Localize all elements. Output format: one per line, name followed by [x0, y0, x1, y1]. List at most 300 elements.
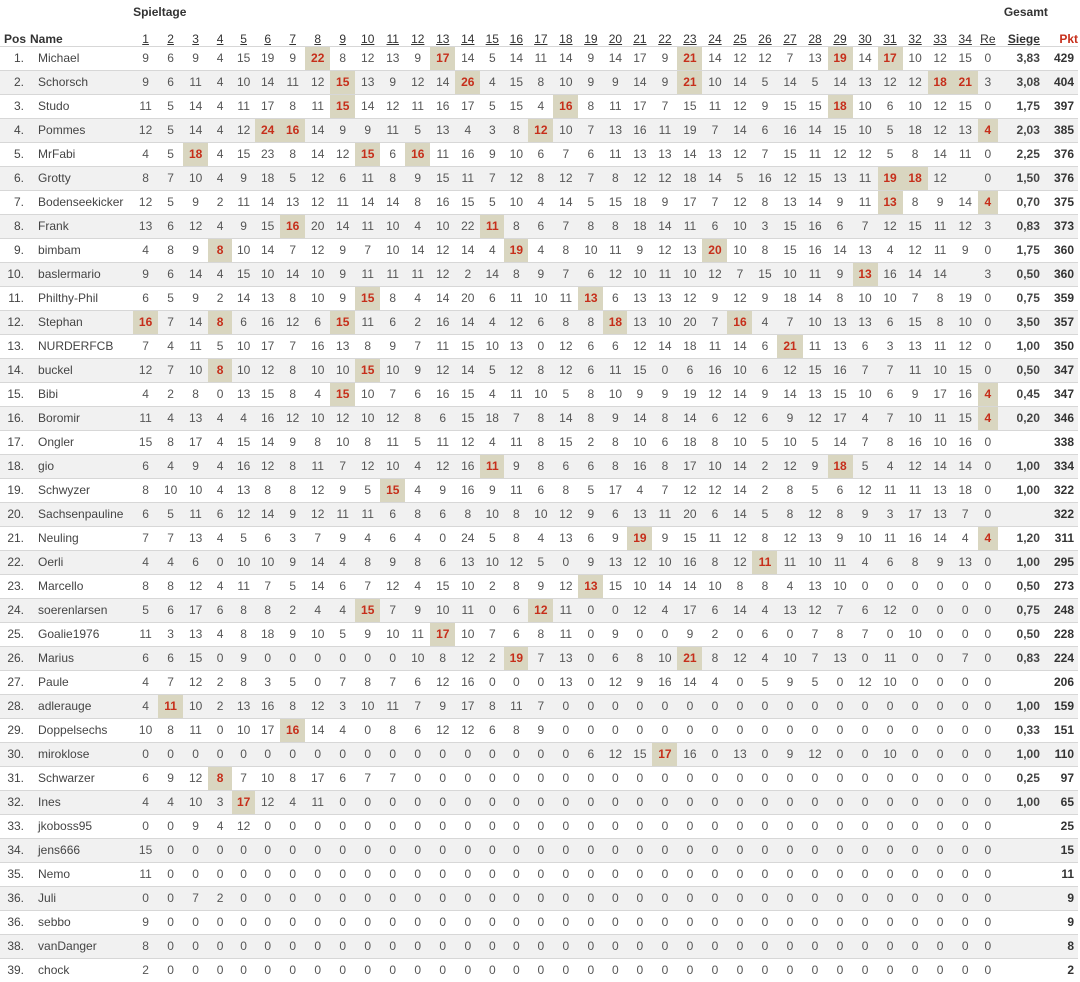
matchday-score: 4 [133, 550, 158, 574]
matchday-score: 0 [480, 766, 504, 790]
matchday-score: 10 [355, 694, 380, 718]
matchday-score: 4 [208, 406, 232, 430]
player-name[interactable]: Paule [30, 670, 133, 694]
matchday-header-34[interactable]: 34 [958, 31, 972, 46]
matchday-score: 8 [158, 430, 183, 454]
wins-cell: 2,03 [998, 118, 1043, 142]
matchday-score: 14 [627, 70, 652, 94]
matchday-score: 6 [828, 214, 853, 238]
matchday-top-score: 11 [158, 694, 183, 718]
player-name[interactable]: buckel [30, 358, 133, 382]
matchday-score: 9 [828, 190, 853, 214]
matchday-score: 9 [430, 478, 455, 502]
matchday-score: 18 [255, 622, 280, 646]
matchday-score: 14 [702, 46, 727, 70]
matchday-score: 12 [280, 310, 305, 334]
matchday-score: 10 [504, 142, 528, 166]
matchday-score: 13 [803, 526, 828, 550]
matchday-score: 8 [232, 670, 255, 694]
matchday-score: 13 [553, 526, 578, 550]
matchday-score: 15 [953, 94, 978, 118]
matchday-score: 15 [232, 46, 255, 70]
wins-cell: 1,20 [998, 526, 1043, 550]
matchday-score: 11 [853, 166, 878, 190]
matchday-score: 12 [430, 238, 455, 262]
matchday-score: 9 [652, 190, 677, 214]
player-name[interactable]: jkoboss95 [30, 814, 133, 838]
player-name[interactable]: Goalie1976 [30, 622, 133, 646]
points-cell: 65 [1043, 790, 1078, 814]
matchday-score: 10 [380, 214, 405, 238]
matchday-score: 10 [380, 238, 405, 262]
matchday-score: 11 [305, 790, 330, 814]
matchday-score: 12 [953, 214, 978, 238]
matchday-score: 0 [777, 958, 802, 982]
matchday-score: 13 [828, 310, 853, 334]
matchday-score: 14 [603, 46, 627, 70]
matchday-score: 0 [208, 862, 232, 886]
matchday-score: 4 [752, 598, 777, 622]
matchday-header-18[interactable]: 18 [559, 31, 573, 46]
matchday-score: 16 [455, 454, 480, 478]
matchday-header-25[interactable]: 25 [733, 31, 747, 46]
matchday-header-11[interactable]: 11 [386, 31, 399, 46]
matchday-score: 4 [777, 574, 802, 598]
rank-cell: 39. [0, 958, 30, 982]
matchday-score: 5 [480, 190, 504, 214]
matchday-header-22[interactable]: 22 [658, 31, 672, 46]
points-cell: 338 [1043, 430, 1078, 454]
matchday-score: 11 [652, 262, 677, 286]
matchday-score: 5 [853, 454, 878, 478]
player-name[interactable]: Studo [30, 94, 133, 118]
matchday-score: 12 [627, 166, 652, 190]
rest-cell: 0 [978, 934, 998, 958]
table-row [0, 190, 1078, 214]
matchday-score: 7 [355, 238, 380, 262]
matchday-score: 3 [878, 502, 903, 526]
matchday-score: 6 [528, 310, 553, 334]
matchday-score: 10 [652, 310, 677, 334]
matchday-header-3[interactable]: 3 [192, 31, 199, 46]
player-name[interactable]: vanDanger [30, 934, 133, 958]
matchday-header-27[interactable]: 27 [783, 31, 797, 46]
matchday-score: 0 [652, 694, 677, 718]
matchday-score: 10 [853, 382, 878, 406]
player-name[interactable]: gio [30, 454, 133, 478]
matchday-score: 11 [355, 310, 380, 334]
matchday-score: 4 [878, 454, 903, 478]
matchday-score: 10 [183, 694, 208, 718]
matchday-score: 18 [677, 166, 702, 190]
matchday-score: 10 [553, 70, 578, 94]
wins-column-header[interactable]: Siege [1007, 31, 1040, 46]
matchday-score: 10 [853, 526, 878, 550]
matchday-top-score: 17 [232, 790, 255, 814]
matchday-header-26[interactable]: 26 [758, 31, 772, 46]
matchday-score: 11 [878, 526, 903, 550]
matchday-score: 11 [330, 502, 355, 526]
matchday-score: 10 [803, 550, 828, 574]
player-name[interactable]: Boromir [30, 406, 133, 430]
matchday-score: 0 [803, 886, 828, 910]
table-row [0, 598, 1078, 622]
matchday-score: 6 [133, 454, 158, 478]
matchday-score: 12 [828, 142, 853, 166]
matchday-score: 9 [183, 454, 208, 478]
points-column-header[interactable]: Pkt [1059, 31, 1078, 46]
rest-cell: 3 [978, 262, 998, 286]
matchday-score: 12 [603, 670, 627, 694]
matchday-score: 0 [752, 910, 777, 934]
matchday-score: 0 [280, 814, 305, 838]
matchday-header-1[interactable]: 1 [142, 31, 149, 46]
matchday-score: 13 [183, 406, 208, 430]
matchday-score: 4 [158, 550, 183, 574]
matchday-score: 7 [330, 670, 355, 694]
matchday-score: 0 [355, 958, 380, 982]
matchday-score: 10 [183, 478, 208, 502]
player-name[interactable]: Marcello [30, 574, 133, 598]
matchday-header-21[interactable]: 21 [633, 31, 647, 46]
matchday-header-6[interactable]: 6 [264, 31, 271, 46]
player-name[interactable]: Ines [30, 790, 133, 814]
matchday-score: 8 [903, 550, 928, 574]
matchday-score: 9 [430, 694, 455, 718]
matchday-score: 13 [455, 550, 480, 574]
matchday-score: 0 [405, 838, 430, 862]
matchday-score: 0 [355, 862, 380, 886]
matchday-score: 0 [903, 790, 928, 814]
matchday-score: 12 [330, 142, 355, 166]
matchday-score: 0 [280, 958, 305, 982]
matchday-score: 12 [504, 358, 528, 382]
matchday-score: 5 [158, 142, 183, 166]
matchday-score: 0 [255, 838, 280, 862]
matchday-header-30[interactable]: 30 [858, 31, 872, 46]
matchday-score: 9 [232, 214, 255, 238]
player-name[interactable]: Schorsch [30, 70, 133, 94]
table-row [0, 742, 1078, 766]
matchday-score: 0 [903, 910, 928, 934]
matchday-score: 10 [777, 646, 802, 670]
player-name[interactable]: soerenlarsen [30, 598, 133, 622]
table-row [0, 214, 1078, 238]
matchday-top-score: 17 [878, 46, 903, 70]
matchday-score: 0 [133, 886, 158, 910]
rank-cell: 8. [0, 214, 30, 238]
matchday-header-10[interactable]: 10 [361, 31, 375, 46]
matchday-header-20[interactable]: 20 [608, 31, 623, 46]
player-name[interactable]: Nemo [30, 862, 133, 886]
player-name[interactable]: Michael [30, 46, 133, 70]
matchday-score: 8 [652, 406, 677, 430]
player-name[interactable]: Doppelsechs [30, 718, 133, 742]
matchday-score: 0 [480, 910, 504, 934]
matchday-score: 0 [504, 910, 528, 934]
rank-cell: 15. [0, 382, 30, 406]
matchday-score: 17 [677, 454, 702, 478]
matchday-score: 13 [380, 46, 405, 70]
table-row [0, 790, 1078, 814]
matchday-header-5[interactable]: 5 [240, 31, 247, 46]
matchday-score: 0 [777, 790, 802, 814]
matchday-score: 10 [953, 310, 978, 334]
player-name[interactable]: miroklose [30, 742, 133, 766]
matchday-score: 8 [280, 94, 305, 118]
matchday-score: 12 [255, 358, 280, 382]
player-name[interactable]: Frank [30, 214, 133, 238]
matchday-score: 9 [405, 166, 430, 190]
player-name[interactable]: MrFabi [30, 142, 133, 166]
matchday-score: 14 [953, 190, 978, 214]
matchday-score: 13 [355, 70, 380, 94]
matchday-score: 12 [232, 118, 255, 142]
matchday-score: 4 [480, 310, 504, 334]
matchday-score: 0 [828, 886, 853, 910]
matchday-score: 12 [305, 70, 330, 94]
matchday-score: 7 [878, 358, 903, 382]
player-name[interactable]: jens666 [30, 838, 133, 862]
player-name[interactable]: Marius [30, 646, 133, 670]
matchday-header-24[interactable]: 24 [708, 31, 722, 46]
player-name[interactable]: Bodenseekicker [30, 190, 133, 214]
matchday-score: 11 [133, 622, 158, 646]
matchday-score: 0 [553, 694, 578, 718]
matchday-score: 24 [455, 526, 480, 550]
matchday-score: 9 [752, 94, 777, 118]
matchday-score: 9 [903, 382, 928, 406]
matchday-score: 0 [928, 622, 953, 646]
matchday-score: 15 [677, 94, 702, 118]
matchday-score: 2 [208, 286, 232, 310]
matchday-score: 14 [903, 262, 928, 286]
matchday-score: 0 [953, 790, 978, 814]
matchday-score: 8 [528, 166, 553, 190]
matchday-score: 9 [603, 70, 627, 94]
matchday-top-score: 15 [330, 70, 355, 94]
matchday-score: 4 [208, 478, 232, 502]
matchday-score: 4 [405, 574, 430, 598]
matchday-score: 10 [232, 718, 255, 742]
matchday-header-28[interactable]: 28 [808, 31, 822, 46]
matchday-score: 0 [903, 838, 928, 862]
matchday-header-31[interactable]: 31 [883, 31, 897, 46]
matchday-score: 0 [727, 766, 752, 790]
player-name[interactable]: Juli [30, 886, 133, 910]
matchday-score: 4 [330, 718, 355, 742]
matchday-score: 0 [232, 862, 255, 886]
matchday-score: 13 [553, 646, 578, 670]
points-cell: 151 [1043, 718, 1078, 742]
matchday-score: 0 [878, 886, 903, 910]
player-name[interactable]: Oerli [30, 550, 133, 574]
rest-column-header[interactable]: Re [980, 31, 996, 46]
matchday-header-8[interactable]: 8 [314, 31, 322, 46]
matchday-score: 0 [255, 958, 280, 982]
matchday-score: 9 [158, 766, 183, 790]
matchday-score: 18 [480, 406, 504, 430]
matchday-header-9[interactable]: 9 [339, 31, 347, 46]
matchday-score: 8 [528, 454, 553, 478]
matchday-score: 15 [777, 238, 802, 262]
table-row [0, 574, 1078, 598]
player-name[interactable]: sebbo [30, 910, 133, 934]
matchday-score: 7 [480, 622, 504, 646]
matchday-score: 0 [752, 790, 777, 814]
matchday-score: 0 [528, 910, 553, 934]
matchday-score: 16 [455, 478, 480, 502]
matchday-header-17[interactable]: 17 [534, 31, 548, 46]
matchday-score: 6 [405, 382, 430, 406]
matchday-score: 0 [553, 550, 578, 574]
matchday-score: 0 [603, 934, 627, 958]
matchday-score: 8 [752, 238, 777, 262]
matchday-score: 0 [430, 958, 455, 982]
rank-cell: 38. [0, 934, 30, 958]
matchday-score: 0 [480, 862, 504, 886]
matchday-score: 12 [803, 406, 828, 430]
rest-cell: 4 [978, 190, 998, 214]
wins-cell: 0,83 [998, 646, 1043, 670]
matchday-score: 4 [208, 574, 232, 598]
player-name[interactable]: Bibi [30, 382, 133, 406]
matchday-score: 9 [355, 118, 380, 142]
header-group-row [0, 0, 1078, 23]
matchday-score: 8 [158, 718, 183, 742]
matchday-header-2[interactable]: 2 [167, 31, 174, 46]
wins-cell [998, 430, 1043, 454]
points-cell: 404 [1043, 70, 1078, 94]
matchday-score: 6 [405, 670, 430, 694]
matchday-score: 8 [280, 382, 305, 406]
matchday-score: 0 [928, 574, 953, 598]
matchday-score: 0 [430, 766, 455, 790]
matchday-header-16[interactable]: 16 [509, 31, 523, 46]
matchday-score: 4 [133, 694, 158, 718]
matchday-score: 6 [878, 550, 903, 574]
matchday-score: 23 [255, 142, 280, 166]
player-name[interactable]: baslermario [30, 262, 133, 286]
player-name[interactable]: Pommes [30, 118, 133, 142]
matchday-header-32[interactable]: 32 [908, 31, 922, 46]
matchday-score: 0 [158, 958, 183, 982]
matchday-score: 13 [627, 310, 652, 334]
table-row [0, 694, 1078, 718]
matchday-header-12[interactable]: 12 [411, 31, 425, 46]
matchday-score: 0 [853, 694, 878, 718]
matchday-score: 11 [430, 334, 455, 358]
player-name[interactable]: adlerauge [30, 694, 133, 718]
matchday-score: 0 [208, 838, 232, 862]
matchday-header-23[interactable]: 23 [683, 31, 697, 46]
matchday-score: 6 [480, 286, 504, 310]
matchday-score: 9 [183, 46, 208, 70]
player-name[interactable]: chock [30, 958, 133, 982]
player-name[interactable]: Schwyzer [30, 478, 133, 502]
matchday-score: 0 [702, 694, 727, 718]
matchday-header-29[interactable]: 29 [833, 31, 847, 46]
matchday-score: 9 [183, 238, 208, 262]
points-cell: 359 [1043, 286, 1078, 310]
matchday-score: 6 [528, 214, 553, 238]
matchday-header-13[interactable]: 13 [436, 31, 450, 46]
player-name[interactable]: Neuling [30, 526, 133, 550]
matchday-score: 0 [553, 718, 578, 742]
matchday-score: 16 [430, 382, 455, 406]
player-name[interactable]: Schwarzer [30, 766, 133, 790]
matchday-score: 0 [232, 958, 255, 982]
matchday-score: 16 [803, 214, 828, 238]
matchday-header-7[interactable]: 7 [289, 31, 297, 46]
table-row [0, 430, 1078, 454]
matchday-score: 8 [280, 358, 305, 382]
matchday-score: 0 [480, 886, 504, 910]
matchday-score: 0 [405, 934, 430, 958]
rest-cell: 0 [978, 454, 998, 478]
matchday-score: 12 [878, 598, 903, 622]
player-name[interactable]: Stephan [30, 310, 133, 334]
matchday-header-15[interactable]: 15 [485, 31, 499, 46]
matchday-score: 0 [158, 862, 183, 886]
matchday-score: 12 [727, 526, 752, 550]
player-name[interactable]: bimbam [30, 238, 133, 262]
rest-cell: 0 [978, 958, 998, 982]
matchday-score: 0 [853, 886, 878, 910]
matchday-score: 0 [702, 958, 727, 982]
matchday-score: 9 [280, 550, 305, 574]
player-name[interactable]: Grotty [30, 166, 133, 190]
matchday-score: 12 [652, 166, 677, 190]
matchday-header-33[interactable]: 33 [933, 31, 947, 46]
matchday-score: 17 [677, 190, 702, 214]
matchday-score: 0 [603, 862, 627, 886]
wins-cell: 1,00 [998, 790, 1043, 814]
wins-cell: 2,25 [998, 142, 1043, 166]
player-name[interactable]: Ongler [30, 430, 133, 454]
matchday-score: 4 [330, 550, 355, 574]
wins-cell: 0,75 [998, 598, 1043, 622]
matchday-score: 13 [627, 142, 652, 166]
matchday-top-score: 18 [928, 70, 953, 94]
matchday-score: 5 [405, 430, 430, 454]
matchday-score: 4 [208, 94, 232, 118]
matchday-score: 2 [702, 622, 727, 646]
matchday-score: 5 [208, 334, 232, 358]
matchday-score: 9 [133, 910, 158, 934]
matchday-score: 15 [953, 46, 978, 70]
matchday-score: 0 [953, 910, 978, 934]
matchday-score: 8 [280, 142, 305, 166]
matchday-score: 11 [504, 430, 528, 454]
matchday-score: 0 [828, 814, 853, 838]
matchday-score: 16 [652, 670, 677, 694]
matchday-score: 0 [727, 694, 752, 718]
matchday-score: 0 [603, 814, 627, 838]
matchday-score: 18 [255, 166, 280, 190]
matchday-score: 12 [133, 358, 158, 382]
matchday-score: 4 [232, 406, 255, 430]
matchday-score: 7 [305, 526, 330, 550]
player-name[interactable]: Philthy-Phil [30, 286, 133, 310]
matchday-score: 0 [330, 862, 355, 886]
matchday-header-4[interactable]: 4 [216, 31, 224, 46]
player-name[interactable]: NURDERFCB [30, 334, 133, 358]
matchday-header-19[interactable]: 19 [584, 31, 598, 46]
matchday-score: 11 [803, 262, 828, 286]
matchday-header-14[interactable]: 14 [461, 31, 475, 46]
player-name[interactable]: Sachsenpauline [30, 502, 133, 526]
